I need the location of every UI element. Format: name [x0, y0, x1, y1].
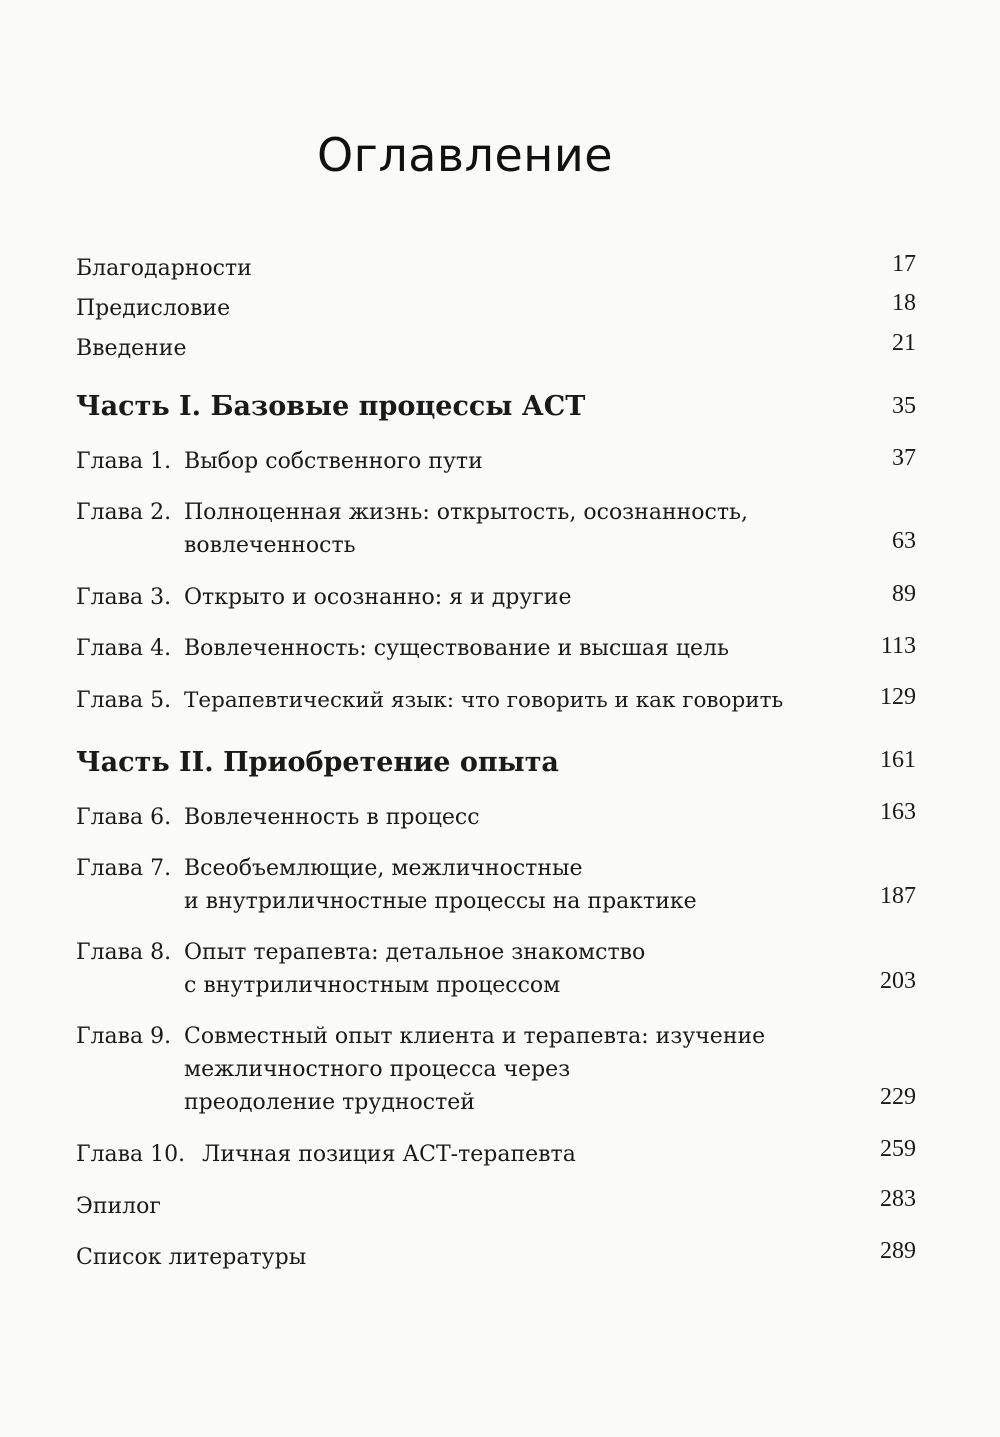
page-number: 21 — [892, 330, 916, 356]
page-number: 17 — [892, 251, 916, 277]
entry-label: Список литературы — [76, 1245, 307, 1270]
entry-label: Благодарности — [76, 256, 252, 281]
chapter-prefix: Глава 8. — [76, 940, 172, 965]
page-number: 63 — [892, 528, 916, 554]
page-number: 163 — [880, 799, 916, 825]
page-number: 37 — [892, 445, 916, 471]
chapter-title-cont: вовлеченность — [184, 533, 356, 558]
page-number: 18 — [892, 290, 916, 316]
page-number: 129 — [880, 684, 916, 710]
page-number: 289 — [880, 1238, 916, 1264]
page-title: Оглавление — [316, 128, 614, 182]
page-number: 259 — [880, 1136, 916, 1162]
page-number: 89 — [892, 581, 916, 607]
chapter-title-cont: межличностного процесса через — [184, 1057, 571, 1082]
chapter-title: Личная позиция АСТ-терапевта — [202, 1142, 576, 1167]
chapter-title: Всеобъемлющие, межличностные — [184, 856, 583, 881]
entry-label: Предисловие — [76, 296, 231, 321]
page-number: 229 — [880, 1084, 916, 1110]
entry-label: Введение — [76, 336, 187, 361]
page-number: 161 — [880, 747, 916, 773]
chapter-title: Совместный опыт клиента и терапевта: изучение — [184, 1024, 766, 1049]
chapter-title: Открыто и осознанно: я и другие — [184, 585, 572, 610]
chapter-prefix: Глава 7. — [76, 856, 172, 881]
chapter-prefix: Глава 9. — [76, 1024, 172, 1049]
chapter-title: Опыт терапевта: детальное знакомство — [184, 940, 646, 965]
chapter-prefix: Глава 2. — [76, 500, 172, 525]
part-heading: Часть II. Приобретение опыта — [76, 747, 559, 778]
part-heading: Часть I. Базовые процессы АСТ — [76, 391, 586, 422]
chapter-title: Терапевтический язык: что говорить и как говорить — [184, 688, 784, 713]
chapter-prefix: Глава 4. — [76, 636, 172, 661]
chapter-prefix: Глава 5. — [76, 688, 172, 713]
chapter-title-cont: с внутриличностным процессом — [184, 973, 561, 998]
page-number: 35 — [892, 393, 916, 419]
entry-label: Эпилог — [76, 1194, 161, 1219]
page-number: 187 — [880, 883, 916, 909]
chapter-title-cont: и внутриличностные процессы на практике — [184, 889, 697, 914]
chapter-prefix: Глава 1. — [76, 449, 172, 474]
chapter-title-cont: преодоление трудностей — [184, 1090, 475, 1115]
chapter-title: Полноценная жизнь: открытость, осознанность, — [184, 500, 748, 525]
chapter-title: Вовлеченность в процесс — [184, 805, 480, 830]
chapter-prefix: Глава 6. — [76, 805, 172, 830]
chapter-prefix: Глава 10. — [76, 1142, 186, 1167]
chapter-prefix: Глава 3. — [76, 585, 172, 610]
page-number: 203 — [880, 968, 916, 994]
chapter-title: Вовлеченность: существование и высшая цель — [184, 636, 729, 661]
chapter-title: Выбор собственного пути — [184, 449, 483, 474]
page-number: 283 — [880, 1186, 916, 1212]
page-number: 113 — [880, 633, 916, 659]
